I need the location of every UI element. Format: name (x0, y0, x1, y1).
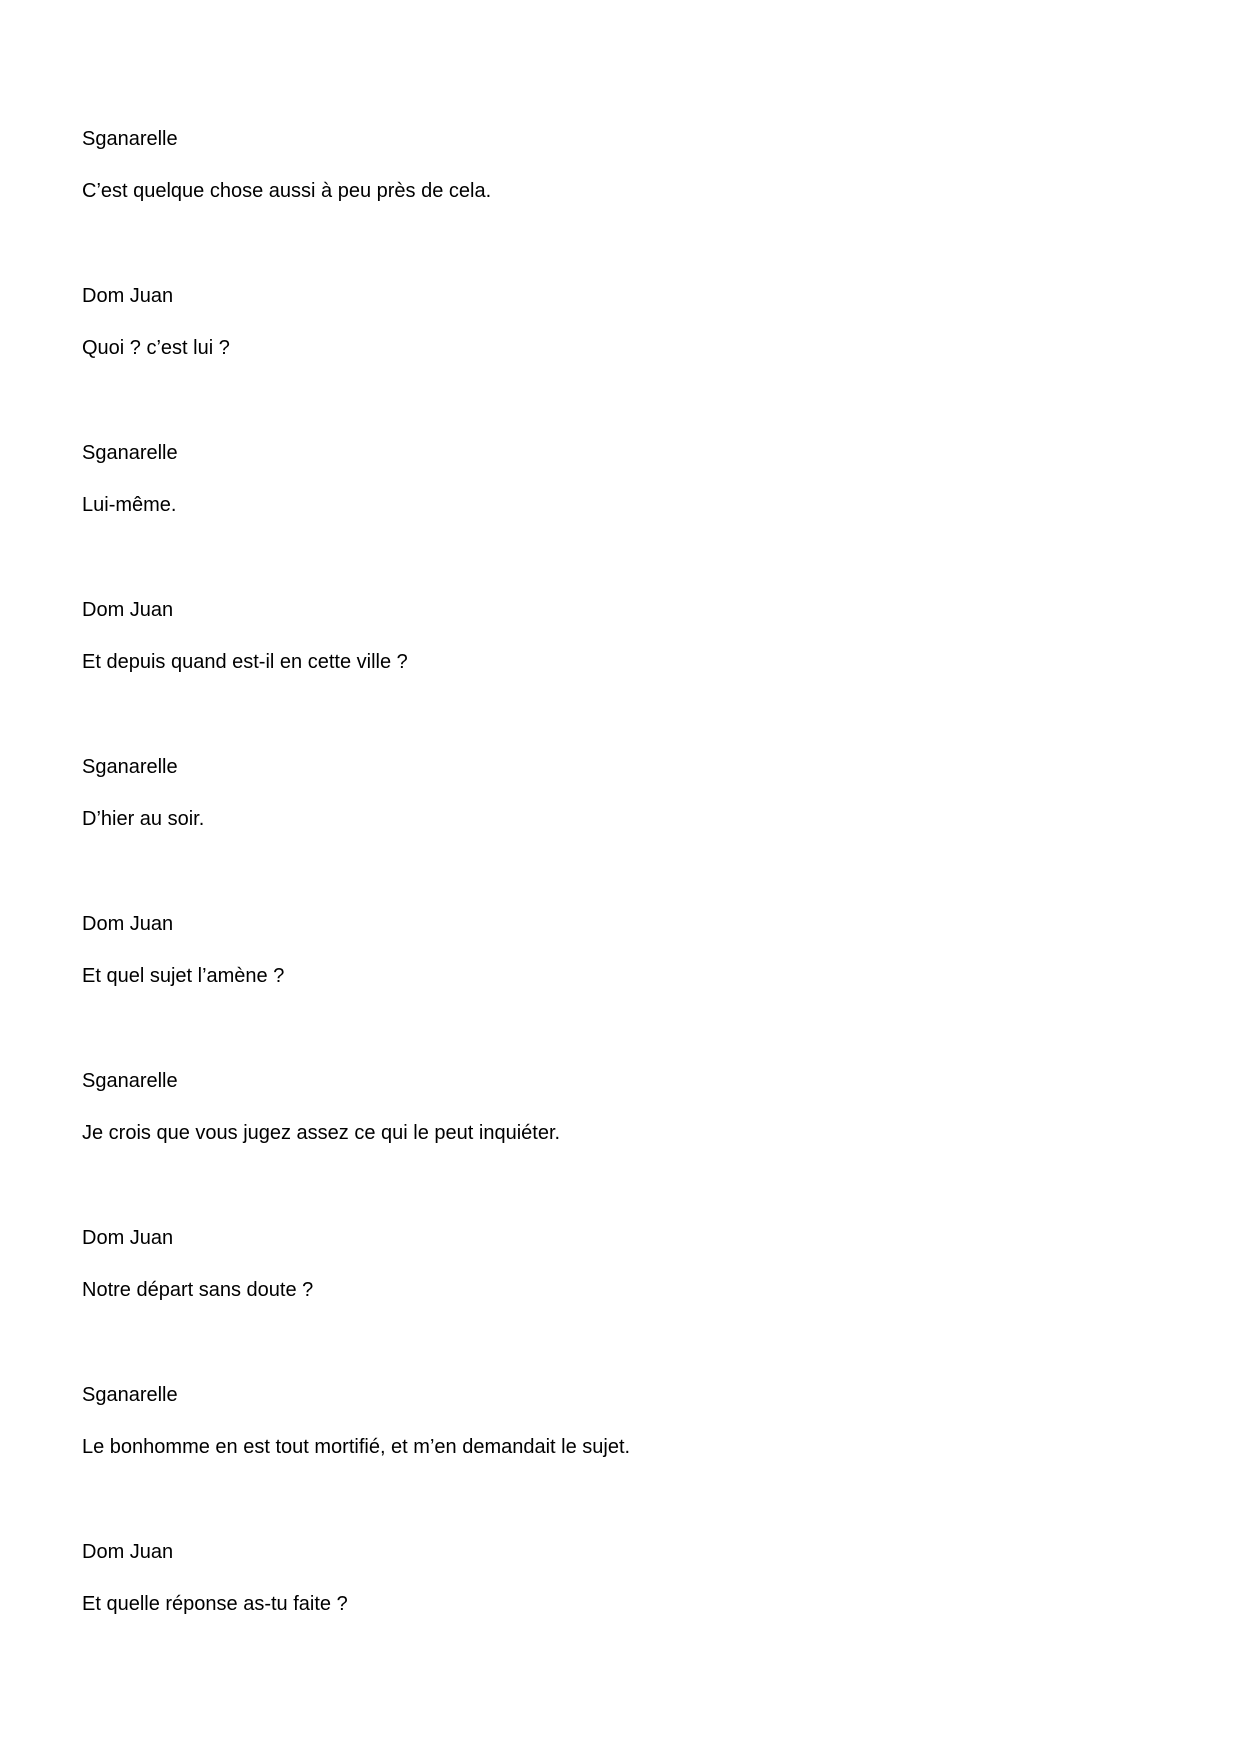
speaker-name: Sganarelle (82, 1070, 178, 1092)
dialogue-line: Le bonhomme en est tout mortifié, et m’en demandait le sujet. (82, 1436, 631, 1458)
dialogue-line: Notre départ sans doute ? (82, 1279, 314, 1301)
dialogue-exchange (82, 283, 1162, 440)
dialogue-line: Lui-même. (82, 494, 177, 516)
dialogue-exchange (82, 1382, 1162, 1539)
speaker-name: Sganarelle (82, 1384, 178, 1406)
speaker-name: Sganarelle (82, 756, 178, 778)
dialogue (82, 126, 1162, 1696)
dialogue-exchange (82, 911, 1162, 1068)
dialogue-line: Quoi ? c’est lui ? (82, 337, 230, 359)
dialogue-exchange (82, 1068, 1162, 1225)
dialogue-line: Et quelle réponse as-tu faite ? (82, 1593, 348, 1615)
speaker-name: Sganarelle (82, 442, 178, 464)
dialogue-line: D’hier au soir. (82, 808, 205, 830)
speaker-name: Dom Juan (82, 599, 174, 621)
dialogue-line: C’est quelque chose aussi à peu près de cela. (82, 180, 492, 202)
dialogue-exchange (82, 597, 1162, 754)
speaker-name: Dom Juan (82, 913, 174, 935)
dialogue-line: Et depuis quand est-il en cette ville ? (82, 651, 408, 673)
speaker-name: Dom Juan (82, 1541, 174, 1563)
dialogue-exchange (82, 1225, 1162, 1382)
dialogue-exchange (82, 440, 1162, 597)
speaker-name: Sganarelle (82, 128, 178, 150)
dialogue-exchange (82, 126, 1162, 283)
speaker-name: Dom Juan (82, 1227, 174, 1249)
dialogue-line: Je crois que vous jugez assez ce qui le peut inquiéter. (82, 1122, 561, 1144)
dialogue-line: Et quel sujet l’amène ? (82, 965, 285, 987)
dialogue-exchange (82, 754, 1162, 911)
dialogue-exchange (82, 1539, 1162, 1696)
speaker-name: Dom Juan (82, 285, 174, 307)
